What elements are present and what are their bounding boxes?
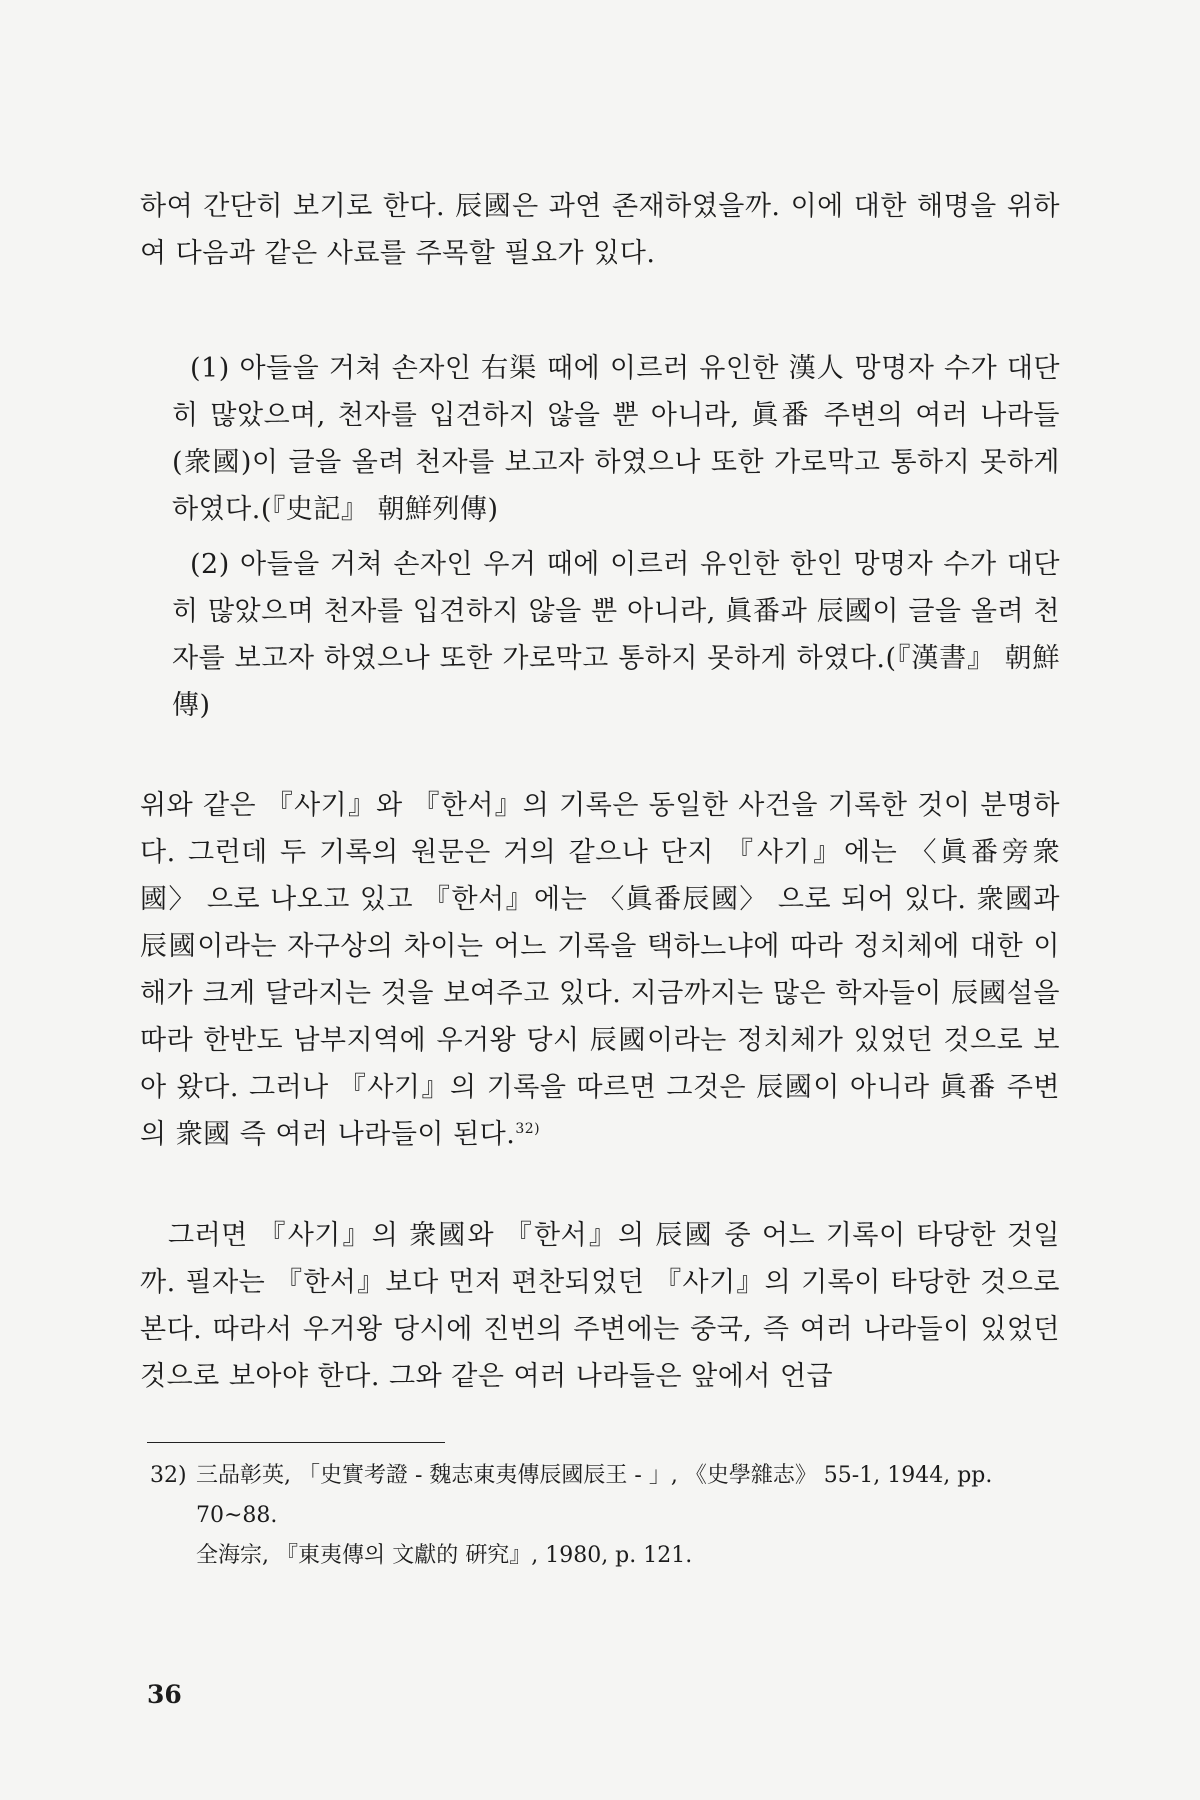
footnote-citation-2: 全海宗, 『東夷傳의 文獻的 硏究』, 1980, p. 121. bbox=[196, 1543, 693, 1568]
footnote-number: 32) bbox=[150, 1463, 187, 1488]
quoted-sources bbox=[140, 345, 1060, 737]
intro-paragraph: 하여 간단히 보기로 한다. 辰國은 과연 존재하였을까. 이에 대한 해명을 위하여 다음과 같은 사료를 주목할 필요가 있다. bbox=[140, 191, 1060, 269]
quote-2 bbox=[140, 541, 1060, 729]
footnote-divider bbox=[147, 1442, 445, 1443]
quote-number: (2) bbox=[190, 549, 230, 580]
quote-1 bbox=[140, 345, 1060, 533]
body-paragraph-2: 그러면 『사기』의 衆國와 『한서』의 辰國 중 어느 기록이 타당한 것일까. 필자는 『한서』보다 먼저 편찬되었던 『사기』의 기록이 타당한 것으로 본다. 따라서 우거왕 당시에 진번의 주변에는 중국, 즉 여러 나라들이 있었던 것으로 보아야 한다. 그와 같은 여러 나라들은 앞에서 언급 bbox=[140, 1220, 1060, 1392]
footnote-32 bbox=[150, 1456, 1060, 1536]
quote-text: 아들을 거쳐 손자인 우거 때에 이르러 유인한 한인 망명자 수가 대단히 많았으며 천자를 입견하지 않을 뿐 아니라, 眞番과 辰國이 글을 올려 천자를 보고자 하였으나 또한 가로막고 통하지 못하게 하였다.(『漢書』 朝鮮傳) bbox=[172, 549, 1060, 721]
paragraph-text: 위와 같은 『사기』와 『한서』의 기록은 동일한 사건을 기록한 것이 분명하다. 그런데 두 기록의 원문은 거의 같으나 단지 『사기』에는 〈眞番旁衆國〉 으로 나오고 있고 『한서』에는 〈眞番辰國〉 으로 되어 있다. 衆國과 辰國이라는 자구상의 차이는 어느 기록을 택하느냐에 따라 정치체에 대한 이해가 크게 달라지는 것을 보여주고 있다. 지금까지는 많은 학자들이 辰國설을 따라 한반도 남부지역에 우거왕 당시 辰國이라는 정치체가 있었던 것으로 보아 왔다. 그러나 『사기』의 기록을 따르면 그것은 辰國이 아니라 眞番 주변의 衆國 즉 여러 나라들이 된다. bbox=[140, 790, 1060, 1150]
footnotes bbox=[150, 1456, 1060, 1576]
body-paragraph-1 bbox=[140, 782, 1060, 1158]
quote-text: 아들을 거쳐 손자인 右渠 때에 이르러 유인한 漢人 망명자 수가 대단히 많았으며, 천자를 입견하지 않을 뿐 아니라, 眞番 주변의 여러 나라들(衆國)이 글을 올려 천자를 보고자 하였으나 또한 가로막고 통하지 못하게 하였다.(『史記』 朝鮮列傳) bbox=[172, 353, 1060, 525]
quote-number: (1) bbox=[190, 353, 230, 384]
footnote-reference[interactable]: 32) bbox=[515, 1121, 541, 1137]
footnote-citation-1: 三品彰英, 「史實考證 - 魏志東夷傳辰國辰王 - 」, 《史學雜志》 55-1, 1944, pp. 70~88. bbox=[196, 1463, 993, 1528]
page-number: 36 bbox=[147, 1680, 182, 1709]
